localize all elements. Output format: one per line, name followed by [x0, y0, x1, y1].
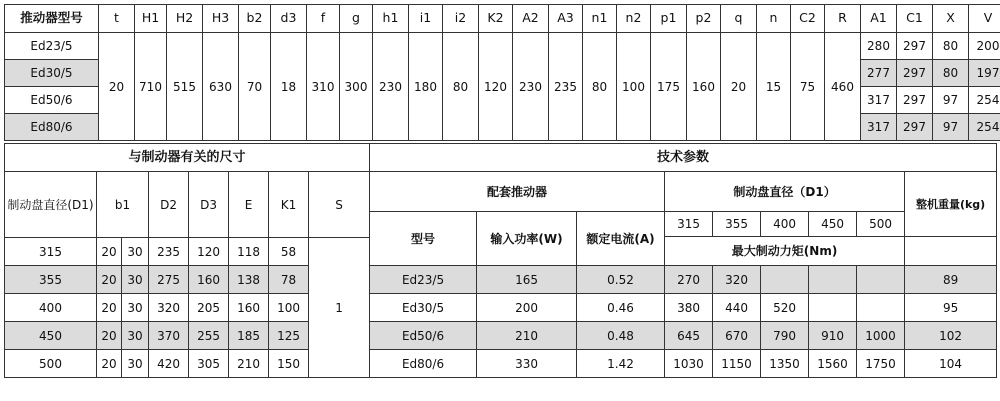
torque-cell: 910 — [809, 322, 857, 350]
tech-model-cell: Ed80/6 — [370, 350, 477, 378]
dim-cell: 370 — [149, 322, 189, 350]
tech-model-cell: Ed23/5 — [370, 266, 477, 294]
table-row — [5, 266, 997, 294]
weight-cell: 89 — [905, 266, 997, 294]
header-cell: n1 — [583, 5, 617, 33]
dim-cell: 160 — [189, 266, 229, 294]
section-title-right: 技术参数 — [370, 144, 997, 172]
power-header: 输入功率(W) — [477, 212, 577, 266]
dim-cell: 78 — [269, 266, 309, 294]
common-value-cell: 20 — [721, 33, 757, 141]
common-value-cell: 710 — [135, 33, 167, 141]
value-cell: 197 — [969, 60, 1000, 87]
section-title-bar — [4, 143, 997, 172]
dim-cell: 138 — [229, 266, 269, 294]
dim-cell: 420 — [149, 350, 189, 378]
common-value-cell: 515 — [167, 33, 203, 141]
torque-header: 最大制动力矩(Nm) — [665, 237, 905, 266]
current-header: 额定电流(A) — [577, 212, 665, 266]
dim-cell: 20 — [97, 350, 122, 378]
header-cell: d3 — [271, 5, 307, 33]
dim-cell: 305 — [189, 350, 229, 378]
torque-cell — [809, 294, 857, 322]
diameter-cell: 450 — [809, 212, 857, 237]
common-value-cell: 175 — [651, 33, 687, 141]
header-cell: H3 — [203, 5, 239, 33]
header-cell: p2 — [687, 5, 721, 33]
value-cell: 317 — [861, 114, 897, 141]
torque-cell: 380 — [665, 294, 713, 322]
disc-header: 制动盘直径（D1） — [665, 172, 905, 212]
header-row — [5, 172, 997, 212]
torque-cell: 790 — [761, 322, 809, 350]
dim-cell: 20 — [97, 294, 122, 322]
header-cell: A2 — [513, 5, 549, 33]
header-cell: H2 — [167, 5, 203, 33]
weight-subheader-blank — [905, 237, 997, 266]
dim-cell: 120 — [189, 238, 229, 266]
value-cell: 80 — [933, 60, 969, 87]
torque-cell: 1350 — [761, 350, 809, 378]
value-cell: 277 — [861, 60, 897, 87]
model-cell: Ed30/5 — [5, 60, 99, 87]
header-cell: 推动器型号 — [5, 5, 99, 33]
weight-cell: 102 — [905, 322, 997, 350]
header-cell: g — [340, 5, 373, 33]
torque-cell: 1750 — [857, 350, 905, 378]
s-value-cell: 1 — [309, 238, 370, 378]
torque-cell: 320 — [713, 266, 761, 294]
dim-cell: 20 — [97, 238, 122, 266]
common-value-cell: 80 — [443, 33, 479, 141]
weight-header: 整机重量(kg) — [905, 172, 997, 237]
k1-header: K1 — [269, 172, 309, 238]
header-row — [5, 5, 1000, 33]
torque-cell: 1560 — [809, 350, 857, 378]
dim-cell: 205 — [189, 294, 229, 322]
tech-current-cell: 0.52 — [577, 266, 665, 294]
common-value-cell: 460 — [825, 33, 861, 141]
dim-cell: 275 — [149, 266, 189, 294]
torque-cell — [809, 266, 857, 294]
header-cell: n2 — [617, 5, 651, 33]
header-cell: i1 — [409, 5, 443, 33]
dim-cell: 320 — [149, 294, 189, 322]
common-value-cell: 235 — [549, 33, 583, 141]
tech-model-cell: Ed30/5 — [370, 294, 477, 322]
torque-cell — [857, 294, 905, 322]
value-cell: 297 — [897, 87, 933, 114]
dim-cell: 235 — [149, 238, 189, 266]
torque-cell: 670 — [713, 322, 761, 350]
dim-cell: 30 — [122, 322, 149, 350]
dim-cell: 160 — [229, 294, 269, 322]
value-cell: 297 — [897, 114, 933, 141]
tech-model-cell: Ed50/6 — [370, 322, 477, 350]
tech-power-cell: 200 — [477, 294, 577, 322]
value-cell: 297 — [897, 33, 933, 60]
section-title-left: 与制动器有关的尺寸 — [5, 144, 370, 172]
tech-power-cell: 165 — [477, 266, 577, 294]
model-cell: Ed80/6 — [5, 114, 99, 141]
header-cell: t — [99, 5, 135, 33]
dim-cell: 118 — [229, 238, 269, 266]
d3-header: D3 — [189, 172, 229, 238]
pusher-dimensions-table — [4, 4, 1000, 141]
header-cell: C2 — [791, 5, 825, 33]
header-cell: H1 — [135, 5, 167, 33]
header-cell: b2 — [239, 5, 271, 33]
common-value-cell: 75 — [791, 33, 825, 141]
model-cell: Ed23/5 — [5, 33, 99, 60]
torque-cell — [857, 266, 905, 294]
common-value-cell: 100 — [617, 33, 651, 141]
header-cell: R — [825, 5, 861, 33]
torque-cell: 270 — [665, 266, 713, 294]
torque-cell: 645 — [665, 322, 713, 350]
dim-cell: 210 — [229, 350, 269, 378]
table-row — [5, 294, 997, 322]
dim-cell: 185 — [229, 322, 269, 350]
type-header: 型号 — [370, 212, 477, 266]
value-cell: 254 — [969, 114, 1000, 141]
dim-cell: 500 — [5, 350, 97, 378]
diameter-cell: 500 — [857, 212, 905, 237]
diameter-cell: 355 — [713, 212, 761, 237]
value-cell: 97 — [933, 87, 969, 114]
common-value-cell: 310 — [307, 33, 340, 141]
dim-cell: 100 — [269, 294, 309, 322]
torque-cell: 520 — [761, 294, 809, 322]
value-cell: 317 — [861, 87, 897, 114]
dim-cell: 315 — [5, 238, 97, 266]
header-cell: n — [757, 5, 791, 33]
dim-cell: 30 — [122, 238, 149, 266]
brake-spec-table — [4, 171, 997, 378]
s-header: S — [309, 172, 370, 238]
value-cell: 200 — [969, 33, 1000, 60]
common-value-cell: 18 — [271, 33, 307, 141]
dim-cell: 150 — [269, 350, 309, 378]
dim-cell: 355 — [5, 266, 97, 294]
model-cell: Ed50/6 — [5, 87, 99, 114]
common-value-cell: 180 — [409, 33, 443, 141]
e-header: E — [229, 172, 269, 238]
header-cell: h1 — [373, 5, 409, 33]
disc-diameter-header: 制动盘直径(D1) — [5, 172, 97, 238]
dim-cell: 20 — [97, 322, 122, 350]
d2-header: D2 — [149, 172, 189, 238]
torque-cell: 1000 — [857, 322, 905, 350]
dim-cell: 450 — [5, 322, 97, 350]
diameter-cell: 400 — [761, 212, 809, 237]
value-cell: 297 — [897, 60, 933, 87]
dim-cell: 30 — [122, 350, 149, 378]
common-value-cell: 230 — [373, 33, 409, 141]
common-value-cell: 630 — [203, 33, 239, 141]
b1-header: b1 — [97, 172, 149, 238]
header-cell: q — [721, 5, 757, 33]
common-value-cell: 15 — [757, 33, 791, 141]
dim-cell: 255 — [189, 322, 229, 350]
dim-cell: 58 — [269, 238, 309, 266]
value-cell: 254 — [969, 87, 1000, 114]
table-row — [5, 33, 1000, 60]
dim-cell: 20 — [97, 266, 122, 294]
value-cell: 80 — [933, 33, 969, 60]
torque-cell: 1150 — [713, 350, 761, 378]
tech-power-cell: 330 — [477, 350, 577, 378]
header-cell: C1 — [897, 5, 933, 33]
header-cell: X — [933, 5, 969, 33]
header-cell: V — [969, 5, 1000, 33]
dim-cell: 125 — [269, 322, 309, 350]
header-cell: f — [307, 5, 340, 33]
weight-cell: 104 — [905, 350, 997, 378]
tech-current-cell: 1.42 — [577, 350, 665, 378]
torque-cell — [761, 266, 809, 294]
table-row — [5, 350, 997, 378]
common-value-cell: 70 — [239, 33, 271, 141]
dim-cell: 400 — [5, 294, 97, 322]
value-cell: 280 — [861, 33, 897, 60]
dim-cell: 30 — [122, 266, 149, 294]
diameter-cell: 315 — [665, 212, 713, 237]
header-cell: p1 — [651, 5, 687, 33]
common-value-cell: 160 — [687, 33, 721, 141]
tech-current-cell: 0.46 — [577, 294, 665, 322]
common-value-cell: 120 — [479, 33, 513, 141]
dim-cell: 30 — [122, 294, 149, 322]
common-value-cell: 300 — [340, 33, 373, 141]
header-cell: i2 — [443, 5, 479, 33]
common-value-cell: 20 — [99, 33, 135, 141]
torque-cell: 1030 — [665, 350, 713, 378]
value-cell: 97 — [933, 114, 969, 141]
common-value-cell: 230 — [513, 33, 549, 141]
weight-cell: 95 — [905, 294, 997, 322]
header-cell: A3 — [549, 5, 583, 33]
common-value-cell: 80 — [583, 33, 617, 141]
header-cell: K2 — [479, 5, 513, 33]
table-row — [5, 322, 997, 350]
torque-cell: 440 — [713, 294, 761, 322]
pusher-header: 配套推动器 — [370, 172, 665, 212]
tech-current-cell: 0.48 — [577, 322, 665, 350]
tech-power-cell: 210 — [477, 322, 577, 350]
header-cell: A1 — [861, 5, 897, 33]
